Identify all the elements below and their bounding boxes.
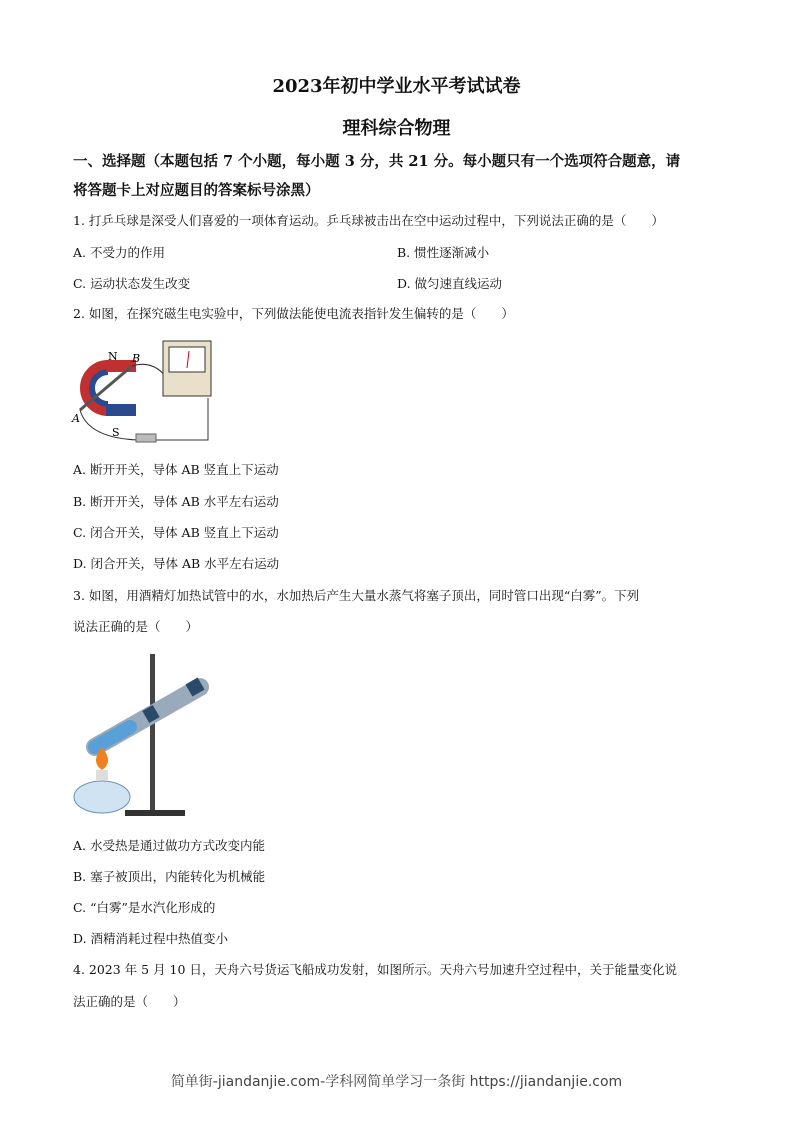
section-heading: 一、选择题（本题包括 7 个小题，每小题 3 分，共 21 分。每小题只有一个选项符合题意，请 [73, 153, 681, 170]
pole-s-label: S [112, 426, 120, 439]
q2-option-b: B. 断开开关，导体 AB 水平左右运动 [73, 494, 279, 509]
pole-n-label: N [108, 350, 118, 363]
section-heading-cont: 将答题卡上对应题目的答案标号涂黑） [73, 182, 320, 199]
q1-option-b: B. 惯性逐渐减小 [397, 245, 490, 260]
q3-option-c: C. “白雾”是水汽化形成的 [73, 900, 216, 915]
q1-option-d: D. 做匀速直线运动 [397, 276, 503, 291]
question-1-stem: 1. 打乒乓球是深受人们喜爱的一项体育运动。乒乓球被击出在空中运动过程中，下列说法正确的是（ ） [73, 213, 664, 228]
electromagnetic-induction-figure [68, 338, 228, 450]
footer-watermark: 简单街-jiandanjie.com-学科网简单学习一条街 https://jiandanjie.com [170, 1074, 623, 1090]
point-a-label: A [72, 412, 80, 425]
q2-option-a: A. 断开开关，导体 AB 竖直上下运动 [73, 462, 279, 477]
question-4-stem: 4. 2023 年 5 月 10 日，天舟六号货运飞船成功发射，如图所示。天舟六号加速升空过程中，关于能量变化说 [73, 962, 677, 977]
q3-option-b: B. 塞子被顶出，内能转化为机械能 [73, 869, 266, 884]
q1-option-c: C. 运动状态发生改变 [73, 276, 191, 291]
point-b-label: B [132, 352, 141, 365]
test-tube-heating-figure [70, 652, 220, 824]
question-3-stem-cont: 说法正确的是（ ） [73, 619, 199, 634]
question-2-stem: 2. 如图，在探究磁生电实验中，下列做法能使电流表指针发生偏转的是（ ） [73, 306, 514, 321]
q3-option-d: D. 酒精消耗过程中热值变小 [73, 931, 229, 946]
question-4-stem-cont: 法正确的是（ ） [73, 994, 186, 1009]
q3-option-a: A. 水受热是通过做功方式改变内能 [73, 838, 265, 853]
q1-option-a: A. 不受力的作用 [73, 245, 165, 260]
exam-subtitle: 理科综合物理 [342, 118, 451, 139]
q2-option-d: D. 闭合开关，导体 AB 水平左右运动 [73, 556, 280, 571]
question-3-stem: 3. 如图，用酒精灯加热试管中的水，水加热后产生大量水蒸气将塞子顶出，同时管口出现“白雾”。下列 [73, 588, 640, 603]
q2-option-c: C. 闭合开关，导体 AB 竖直上下运动 [73, 525, 279, 540]
exam-title: 2023年初中学业水平考试试卷 [272, 76, 521, 97]
